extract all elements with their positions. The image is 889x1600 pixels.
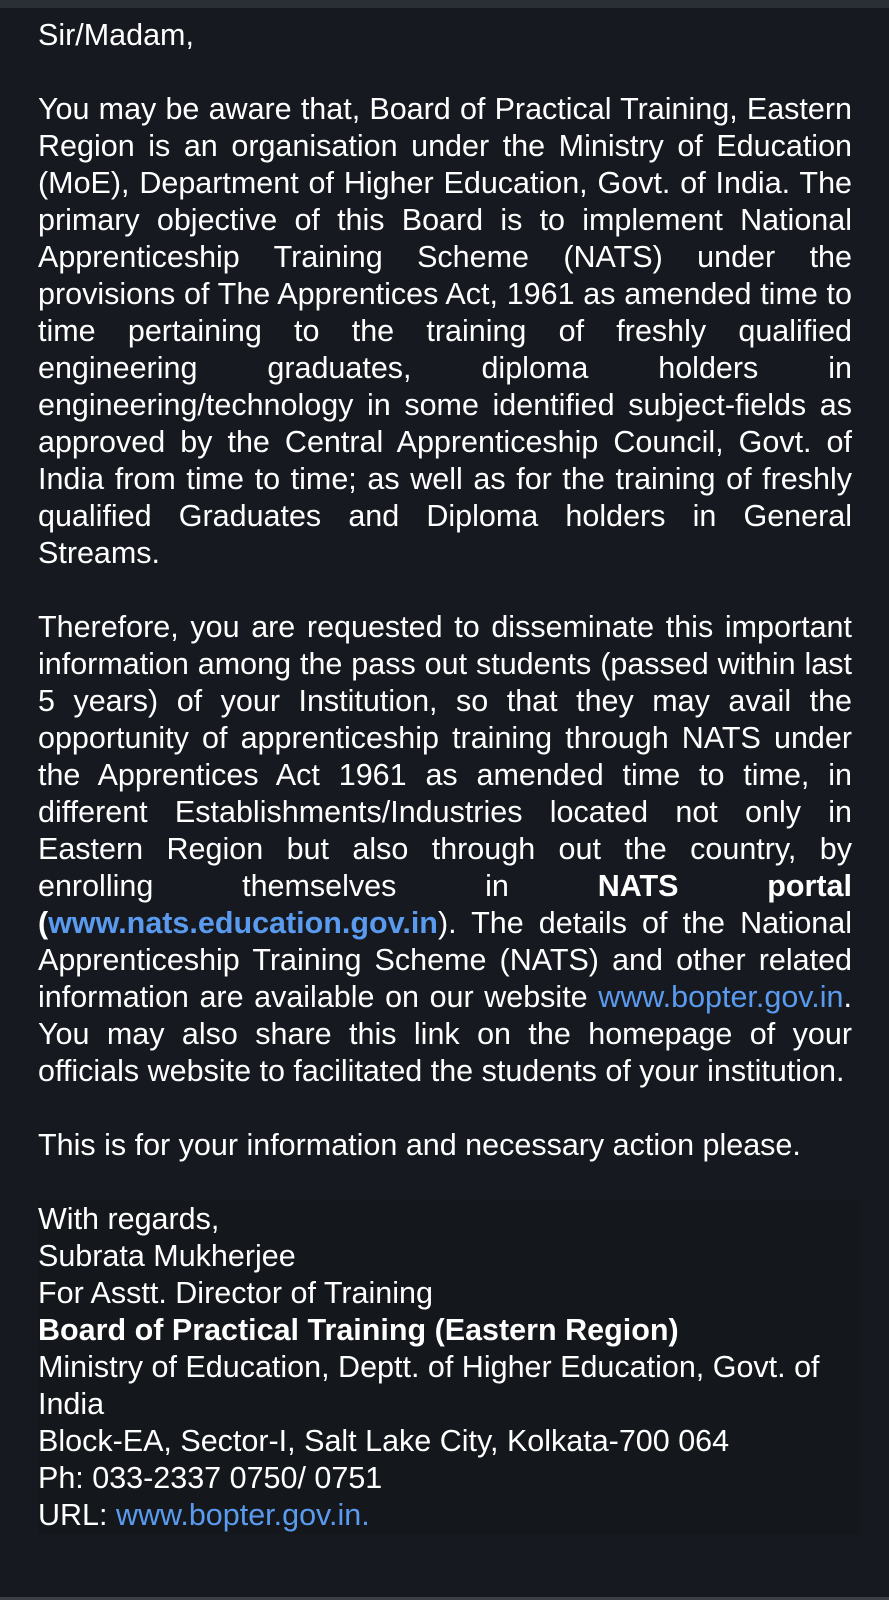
signature-organisation: Board of Practical Training (Eastern Region) <box>38 1313 679 1347</box>
signature-block <box>38 1201 860 1534</box>
signature-url <box>38 1497 852 1534</box>
signature-designation: For Asstt. Director of Training <box>38 1276 433 1310</box>
close-paren: ). <box>437 906 457 940</box>
paragraph-action: This is for your information and necessary action please. <box>38 1128 801 1162</box>
nats-portal-link[interactable]: www.nats.education.gov.in <box>48 906 438 940</box>
url-label: URL: <box>38 1498 116 1532</box>
signature-phone: Ph: 033-2337 0750/ 0751 <box>38 1461 383 1495</box>
nats-portal-label: NATS portal <box>597 869 852 903</box>
signature-address: Block-EA, Sector-I, Salt Lake City, Kolkata-700 064 <box>38 1424 730 1458</box>
request-text-2: The details of the National Apprenticeship Training Scheme (NATS) and other related information are available on our website <box>38 906 852 1014</box>
request-text-1: Therefore, you are requested to disseminate this important information among the pass out students (passed within last 5 years) of your Institution, so that they may avail the opportunity of apprenticeship training through NATS under the Apprentices Act 1961 as amended time to time, in different Establishments/Industries located not only in Eastern Region but also through out the country, by enrolling themselves in <box>38 610 852 903</box>
bopter-website-link[interactable]: www.bopter.gov.in <box>598 980 844 1014</box>
top-bar <box>0 0 889 8</box>
signature-ministry: Ministry of Education, Deptt. of Higher Education, Govt. of India <box>38 1350 820 1421</box>
paragraph-intro: You may be aware that, Board of Practical Training, Eastern Region is an organisation under the Ministry of Education (MoE), Department of Higher Education, Govt. of India. The primary objective of this Board is to implement National Apprenticeship Training Scheme (NATS) under the provisions of The Apprentices Act, 1961 as amended time to time pertaining to the training of freshly qualified engineering graduates, diploma holders in engineering/technology in some identified subject-fields as approved by the Central Apprenticeship Council, Govt. of India from time to time; as well as for the training of freshly qualified Graduates and Diploma holders in General Streams. <box>38 92 852 570</box>
paragraph-request <box>38 609 852 1090</box>
signature-url-link[interactable]: www.bopter.gov.in. <box>115 1498 370 1532</box>
greeting: Sir/Madam, <box>38 18 194 52</box>
open-paren: ( <box>38 906 49 940</box>
message-body <box>38 17 852 1534</box>
request-text-3: . You may also share this link on the homepage of your officials website to facilitated the students of your institution. <box>38 980 852 1088</box>
signature-regards: With regards, <box>38 1202 220 1236</box>
signature-name: Subrata Mukherjee <box>38 1239 296 1273</box>
